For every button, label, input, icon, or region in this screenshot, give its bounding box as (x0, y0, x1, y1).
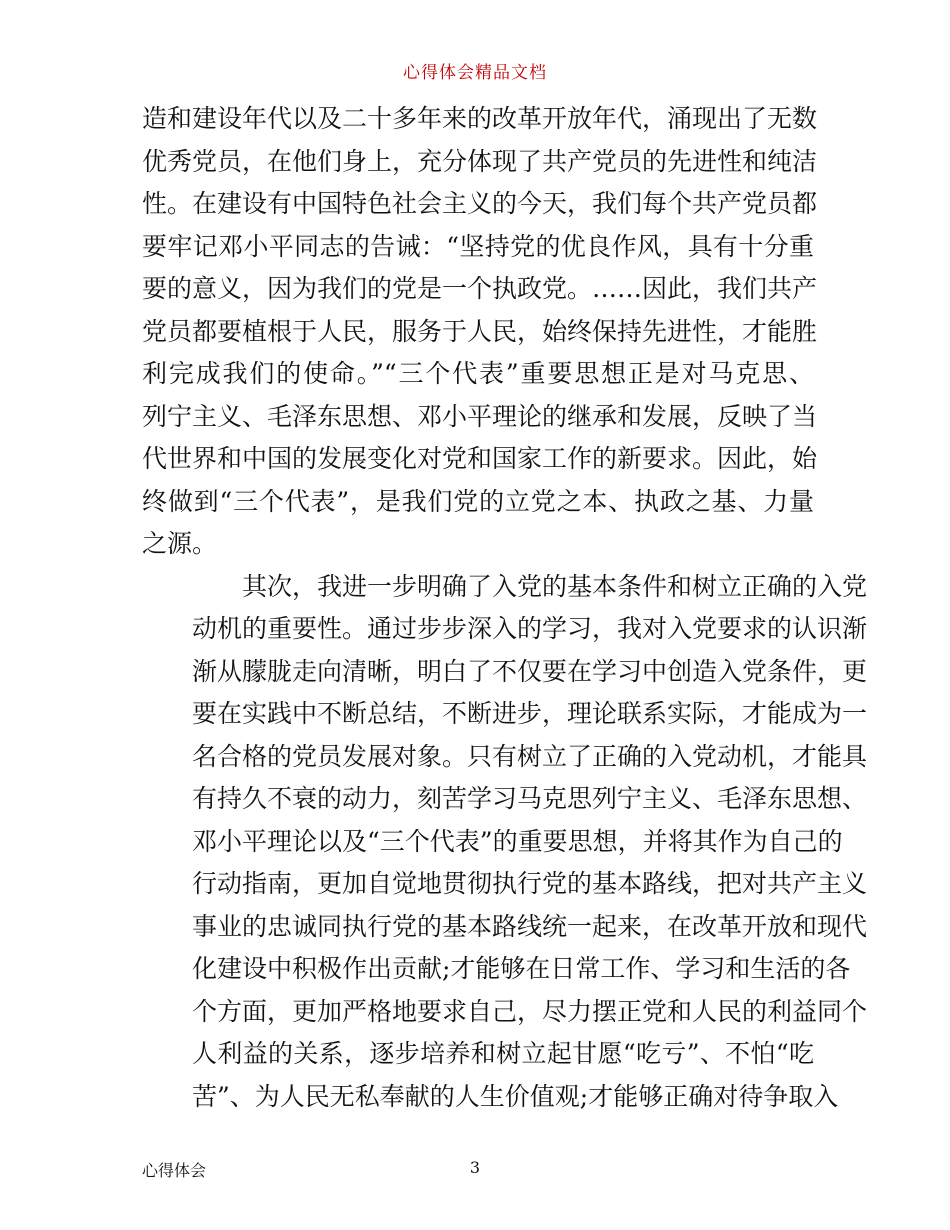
text-line: 终做到“三个代表”，是我们党的立党之本、执政之基、力量 (142, 486, 814, 516)
text-line: 邓小平理论以及“三个代表”的重要思想，并将其作为自己的 (192, 826, 843, 856)
text-line: 行动指南，更加自觉地贯彻执行党的基本路线，把对共产主义 (192, 869, 868, 898)
text-line: 动机的重要性。通过步步深入的学习，我对入党要求的认识渐 (192, 614, 868, 643)
footer-label: 心得体会 (142, 1161, 207, 1180)
paragraph-1 (142, 98, 818, 566)
paragraph-2 (142, 566, 868, 1119)
text-line: 其次，我进一步明确了入党的基本条件和树立正确的入党 (242, 571, 868, 601)
text-line: 苦”、为人民无私奉献的人生价值观;才能够正确对待争取入 (192, 1081, 839, 1111)
text-line: 要的意义，因为我们的党是一个执政党。……因此，我们共产 (142, 274, 818, 303)
text-line: 名合格的党员发展对象。只有树立了正确的入党动机，才能具 (192, 741, 868, 771)
page-number: 3 (469, 1158, 481, 1177)
text-line: 之源。 (142, 529, 218, 558)
text-line: 有持久不衰的动力，刻苦学习马克思列宁主义、毛泽东思想、 (192, 784, 868, 813)
text-line: 渐从朦胧走向清晰，明白了不仅要在学习中创造入党条件，更 (192, 656, 868, 686)
text-line: 要在实践中不断总结，不断进步，理论联系实际，才能成为一 (192, 699, 868, 728)
document-body (142, 98, 868, 1118)
text-line: 性。在建设有中国特色社会主义的今天，我们每个共产党员都 (142, 189, 818, 218)
text-line: 优秀党员，在他们身上，充分体现了共产党员的先进性和纯洁 (142, 146, 818, 176)
text-line: 化建设中积极作出贡献;才能够在日常工作、学习和生活的各 (192, 954, 851, 983)
text-line: 事业的忠诚同执行党的基本路线统一起来，在改革开放和现代 (192, 911, 868, 941)
text-line: 列宁主义、毛泽东思想、邓小平理论的继承和发展，反映了当 (142, 401, 818, 431)
text-line: 造和建设年代以及二十多年来的改革开放年代，涌现出了无数 (142, 104, 818, 133)
text-line: 要牢记邓小平同志的告诫：“坚持党的优良作风，具有十分重 (142, 231, 814, 261)
text-line: 党员都要植根于人民，服务于人民，始终保持先进性，才能胜 (142, 316, 818, 346)
text-line: 利完成我们的使命。”“三个代表”重要思想正是对马克思、 (142, 359, 814, 388)
text-line: 代世界和中国的发展变化对党和国家工作的新要求。因此，始 (142, 444, 818, 473)
text-line: 个方面，更加严格地要求自己，尽力摆正党和人民的利益同个 (192, 996, 868, 1026)
page-header-title: 心得体会精品文档 (403, 63, 547, 83)
text-line: 人利益的关系，逐步培养和树立起甘愿“吃亏”、不怕“吃 (192, 1039, 814, 1068)
